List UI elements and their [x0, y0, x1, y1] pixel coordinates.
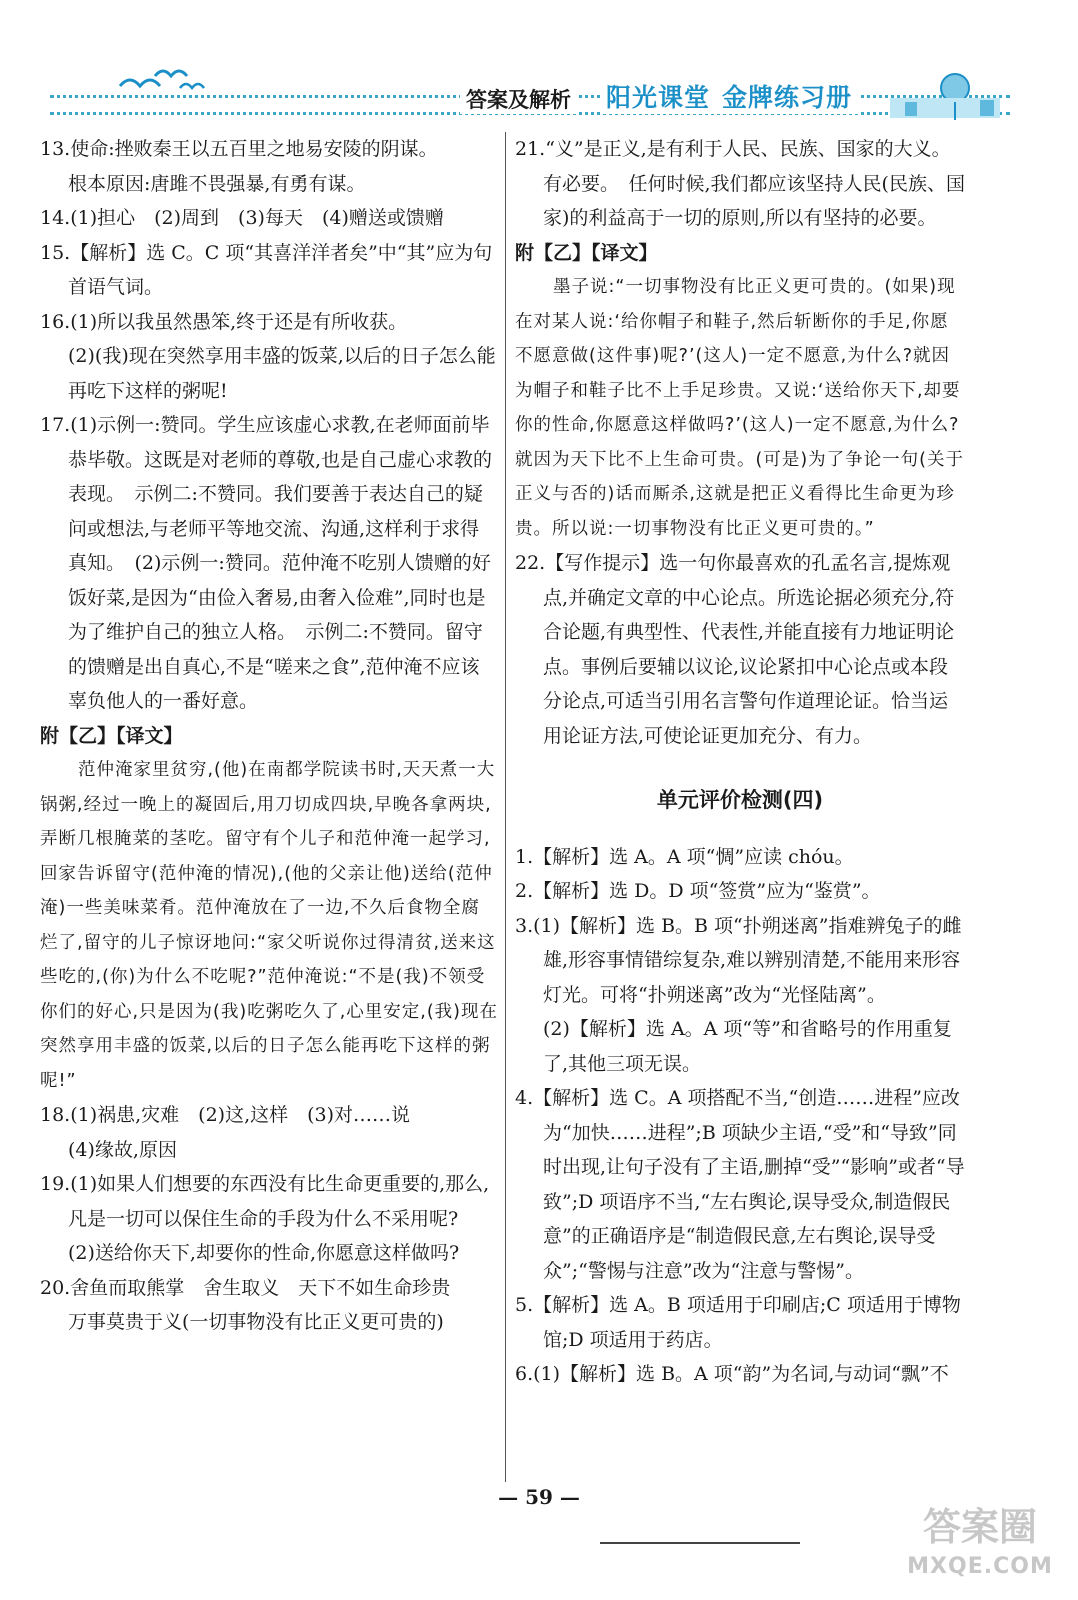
right-column	[515, 132, 965, 1392]
watermark-text: 答案圈	[922, 1505, 1037, 1549]
answer-14: 14.(1)担心 (2)周到 (3)每天 (4)赠送或馈赠	[40, 207, 444, 229]
header-title: 答案及解析	[460, 84, 577, 114]
answer-16-part1: 16.(1)所以我虽然愚笨,终于还是有所收获。	[40, 310, 408, 333]
translation-label: 附【乙】【译文】	[40, 724, 183, 747]
answer-20-line2: 万事莫贵于义(一切事物没有比正义更可贵的)	[68, 1311, 444, 1333]
left-column	[40, 132, 498, 1340]
brand-title	[600, 78, 858, 114]
seagull-icon	[100, 58, 210, 98]
column-divider	[505, 132, 506, 1482]
review-answer-6: 6.(1)【解析】选 B。A 项“韵”为名词,与动词“飘”不	[515, 1363, 949, 1385]
review-answer-3-part2: (2)【解析】选 A。A 项“等”和省略号的作用重复了,其他三项无误。	[543, 1018, 952, 1075]
review-answer-1: 1.【解析】选 A。A 项“惆”应读 chóu。	[515, 845, 854, 868]
review-answer-2: 2.【解析】选 D。D 项“签赏”应为“鉴赏”。	[515, 880, 881, 902]
translation-label-2: 附【乙】【译文】	[515, 241, 658, 264]
page-header	[40, 40, 1040, 130]
globe-decoration-icon	[870, 40, 1020, 130]
answer-20-line1: 20.舍鱼而取熊掌 舍生取义 天下不如生命珍贵	[40, 1276, 451, 1299]
answer-17: 17.(1)示例一:赞同。学生应该虚心求教,在老师面前毕恭毕敬。这既是对老师的尊敬,也是自己虚心求教的表现。 示例二:不赞同。我们要善于表达自己的疑问或想法,与老师平等地交流、沟通,这样利于求得真知。 (2)示例一:赞同。范仲淹不吃别人馈赠的好饭好菜,是因为“由俭入奢易,由奢入俭难”,同时也是为了维护自己的独立人格。 示例二:不赞同。留守的馈赠是出自真心,不是“嗟来之食”,范仲淹不应该辜负他人的一番好意。	[40, 414, 493, 712]
watermark-logo	[895, 1500, 1065, 1595]
section-title: 单元评价检测(四)	[656, 788, 824, 812]
answer-21: 21.“义”是正义,是有利于人民、民族、国家的大义。有必要。 任何时候,我们都应该坚持人民(民族、国家)的利益高于一切的原则,所以有坚持的必要。	[515, 138, 965, 229]
answer-18-line2: (4)缘故,原因	[68, 1138, 177, 1161]
review-answer-3-part1: 3.(1)【解析】选 B。B 项“扑朔迷离”指难辨兔子的雌雄,形容事情错综复杂,难以辨别清楚,不能用来形容灯光。可将“扑朔迷离”改为“光怪陆离”。	[515, 914, 962, 1006]
translation-text: 范仲淹家里贫穷,(他)在南都学院读书时,天天煮一大锅粥,经过一晚上的凝固后,用刀切成四块,早晚各拿两块,弄断几根腌菜的茎吃。留守有个儿子和范仲淹一起学习,回家告诉留守(范仲淹的情况),(他的父亲让他)送给(范仲淹)一些美味菜肴。范仲淹放在了一边,不久后食物全腐烂了,留守的儿子惊讶地问:“家父听说你过得清贫,送来这些吃的,(你)为什么不吃呢?”范仲淹说:“不是(我)不领受你们的好心,只是因为(我)吃粥吃久了,心里安定,(我)现在突然享用丰盛的饭菜,以后的日子怎么能再吃下这样的粥呢!”	[40, 760, 498, 1091]
answer-15: 15.【解析】选 C。C 项“其喜洋洋者矣”中“其”应为句首语气词。	[40, 241, 493, 298]
footer-rule	[600, 1542, 800, 1544]
answer-13-line2: 根本原因:唐雎不畏强暴,有勇有谋。	[68, 172, 366, 195]
translation-text-2: 墨子说:“一切事物没有比正义更可贵的。(如果)现在对某人说:‘给你帽子和鞋子,然后斩断你的手足,你愿不愿意做(这件事)呢?’(这人)一定不愿意,为什么?就因为帽子和鞋子比不上手足珍贵。又说:‘送给你天下,却要你的性命,你愿意这样做吗?’(这人)一定不愿意,为什么?就因为天下比不上生命可贵。(可是)为了争论一句(关于正义与否的)话而厮杀,这就是把正义看得比生命更为珍贵。所以说:一切事物没有比正义更可贵的。”	[515, 277, 964, 539]
answer-22: 22.【写作提示】选一句你最喜欢的孔孟名言,提炼观点,并确定文章的中心论点。所选论据必须充分,符合论题,有典型性、代表性,并能直接有力地证明论点。事例后要辅以议论,议论紧扣中心论点或本段分论点,可适当引用名言警句作道理论证。恰当运用论证方法,可使论证更加充分、有力。	[515, 552, 955, 747]
answer-19-part2: (2)送给你天下,却要你的性命,你愿意这样做吗?	[68, 1242, 460, 1264]
page-number: — 59 —	[498, 1485, 580, 1509]
answer-18-line1: 18.(1)祸患,灾难 (2)这,这样 (3)对……说	[40, 1104, 411, 1126]
brand-subtitle: 金牌练习册	[722, 83, 853, 112]
watermark-url: MXQE.COM	[907, 1554, 1053, 1579]
answer-16-part2: (2)(我)现在突然享用丰盛的饭菜,以后的日子怎么能再吃下这样的粥呢!	[68, 345, 496, 402]
answer-19-part1: 19.(1)如果人们想要的东西没有比生命更重要的,那么,凡是一切可以保住生命的手段为什么不采用呢?	[40, 1173, 490, 1230]
review-answer-4: 4.【解析】选 C。A 项搭配不当,“创造……进程”应改为“加快……进程”;B 项缺少主语,“受”和“导致”同时出现,让句子没有了主语,删掉“受”“影响”或者“导致”;D 项语序不当,“左右舆论,误导受众,制造假民意”的正确语序是“制造假民意,左右舆论,误导受众”;“警惕与注意”改为“注意与警惕”。	[515, 1087, 965, 1282]
review-answer-5: 5.【解析】选 A。B 项适用于印刷店;C 项适用于博物馆;D 项适用于药店。	[515, 1294, 961, 1351]
answer-13-line1: 13.使命:挫败秦王以五百里之地易安陵的阴谋。	[40, 138, 438, 160]
brand-name: 阳光课堂	[606, 83, 711, 112]
